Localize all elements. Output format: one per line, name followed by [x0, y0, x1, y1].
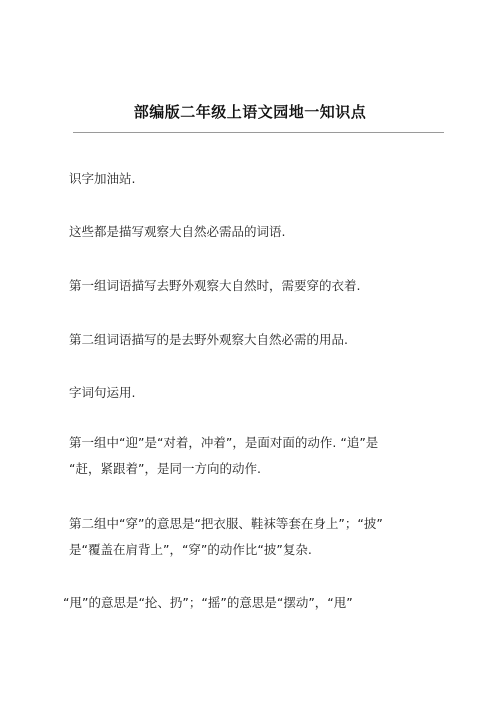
paragraph-2 [69, 219, 449, 245]
paragraph-6 [69, 430, 449, 482]
paragraph-line: 这些都是描写观察大自然必需品的词语. [69, 224, 286, 239]
paragraph-line: 是“覆盖在肩背上”，“穿”的动作比“披”复杂. [69, 542, 312, 557]
paragraph-5 [69, 380, 449, 406]
paragraph-8 [63, 590, 443, 616]
paragraph-line: 第一组词语描写去野外观察大自然时，需要穿的衣着. [69, 278, 361, 293]
paragraph-line: “甩”的意思是“抡、扔”；“摇”的意思是“摆动”，“甩” [63, 595, 353, 610]
title-divider [73, 132, 444, 133]
paragraph-line: 字词句运用. [69, 385, 136, 400]
paragraph-7 [69, 511, 449, 563]
paragraph-line: 第二组中“穿”的意思是“把衣服、鞋袜等套在身上”；“披” [69, 516, 383, 531]
document-title: 部编版二年级上语文园地一知识点 [133, 103, 367, 121]
paragraph-line: 第一组中“迎”是“对着，冲着”，是面对面的动作. “追”是 [69, 435, 379, 450]
paragraph-3 [69, 273, 449, 299]
paragraph-line: “赶，紧跟着”，是同一方向的动作. [69, 461, 261, 476]
paragraph-line: 第二组词语描写的是去野外观察大自然必需的用品. [69, 332, 348, 347]
paragraph-1 [69, 166, 449, 192]
paragraph-4 [69, 327, 449, 353]
paragraph-line: 识字加油站. [69, 171, 136, 186]
